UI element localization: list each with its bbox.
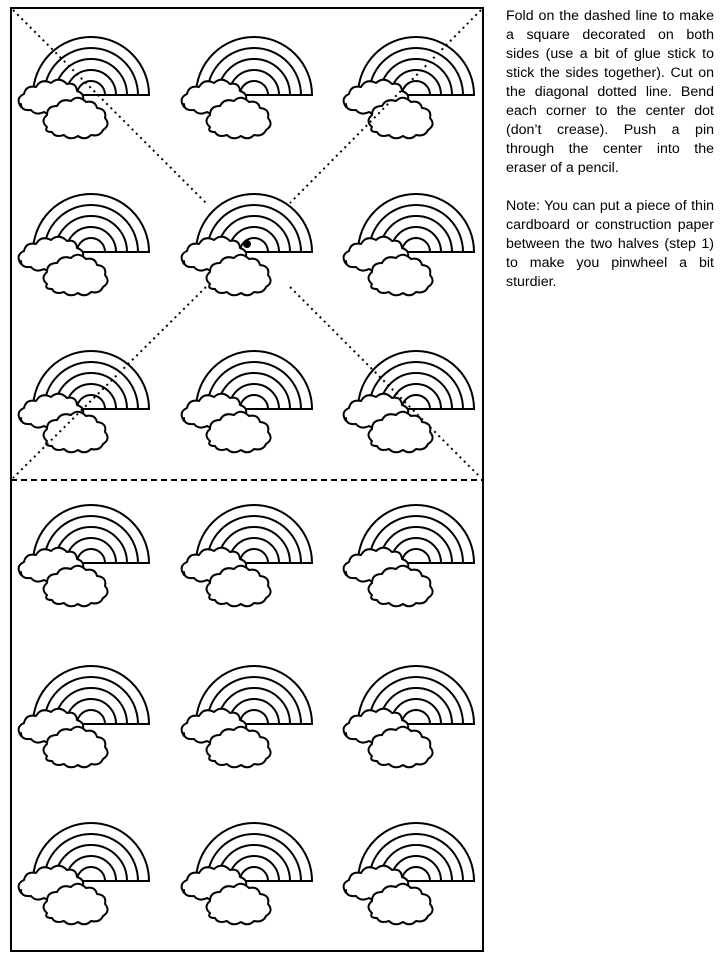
rainbow-icon: [19, 194, 149, 295]
rainbow-icon: [19, 666, 149, 767]
rainbow-icon: [344, 666, 474, 767]
step-instructions: Fold on the dashed line to make a square decorated on both sides (use a bit of glue stick to stick the sides together). Cut on the diagonal dotted line. Bend each corner to the center dot (don’t crease). Push a pin through the center into the eraser of a pencil.: [506, 8, 714, 176]
rainbow-icon: [344, 37, 474, 138]
rainbow-icon: [182, 351, 312, 452]
note-text: Note: You can put a piece of thin cardboard or construction paper between the two halves (step 1) to make you pinwheel a bit sturdier.: [506, 198, 714, 290]
rainbow-icon: [19, 351, 149, 452]
rainbow-icon: [182, 505, 312, 606]
rainbow-icon: [182, 37, 312, 138]
rainbow-icon: [19, 823, 149, 924]
rainbow-icon: [19, 37, 149, 138]
instructions-panel: [506, 7, 714, 292]
rainbow-icon: [344, 823, 474, 924]
center-dot-icon: [243, 240, 251, 248]
rainbow-icon: [19, 505, 149, 606]
rainbow-icon: [344, 194, 474, 295]
rainbow-icon: [182, 666, 312, 767]
rainbow-icon: [182, 823, 312, 924]
rainbow-icon: [344, 505, 474, 606]
rainbow-icon: [344, 351, 474, 452]
bottom-half-decorations: [19, 505, 474, 924]
